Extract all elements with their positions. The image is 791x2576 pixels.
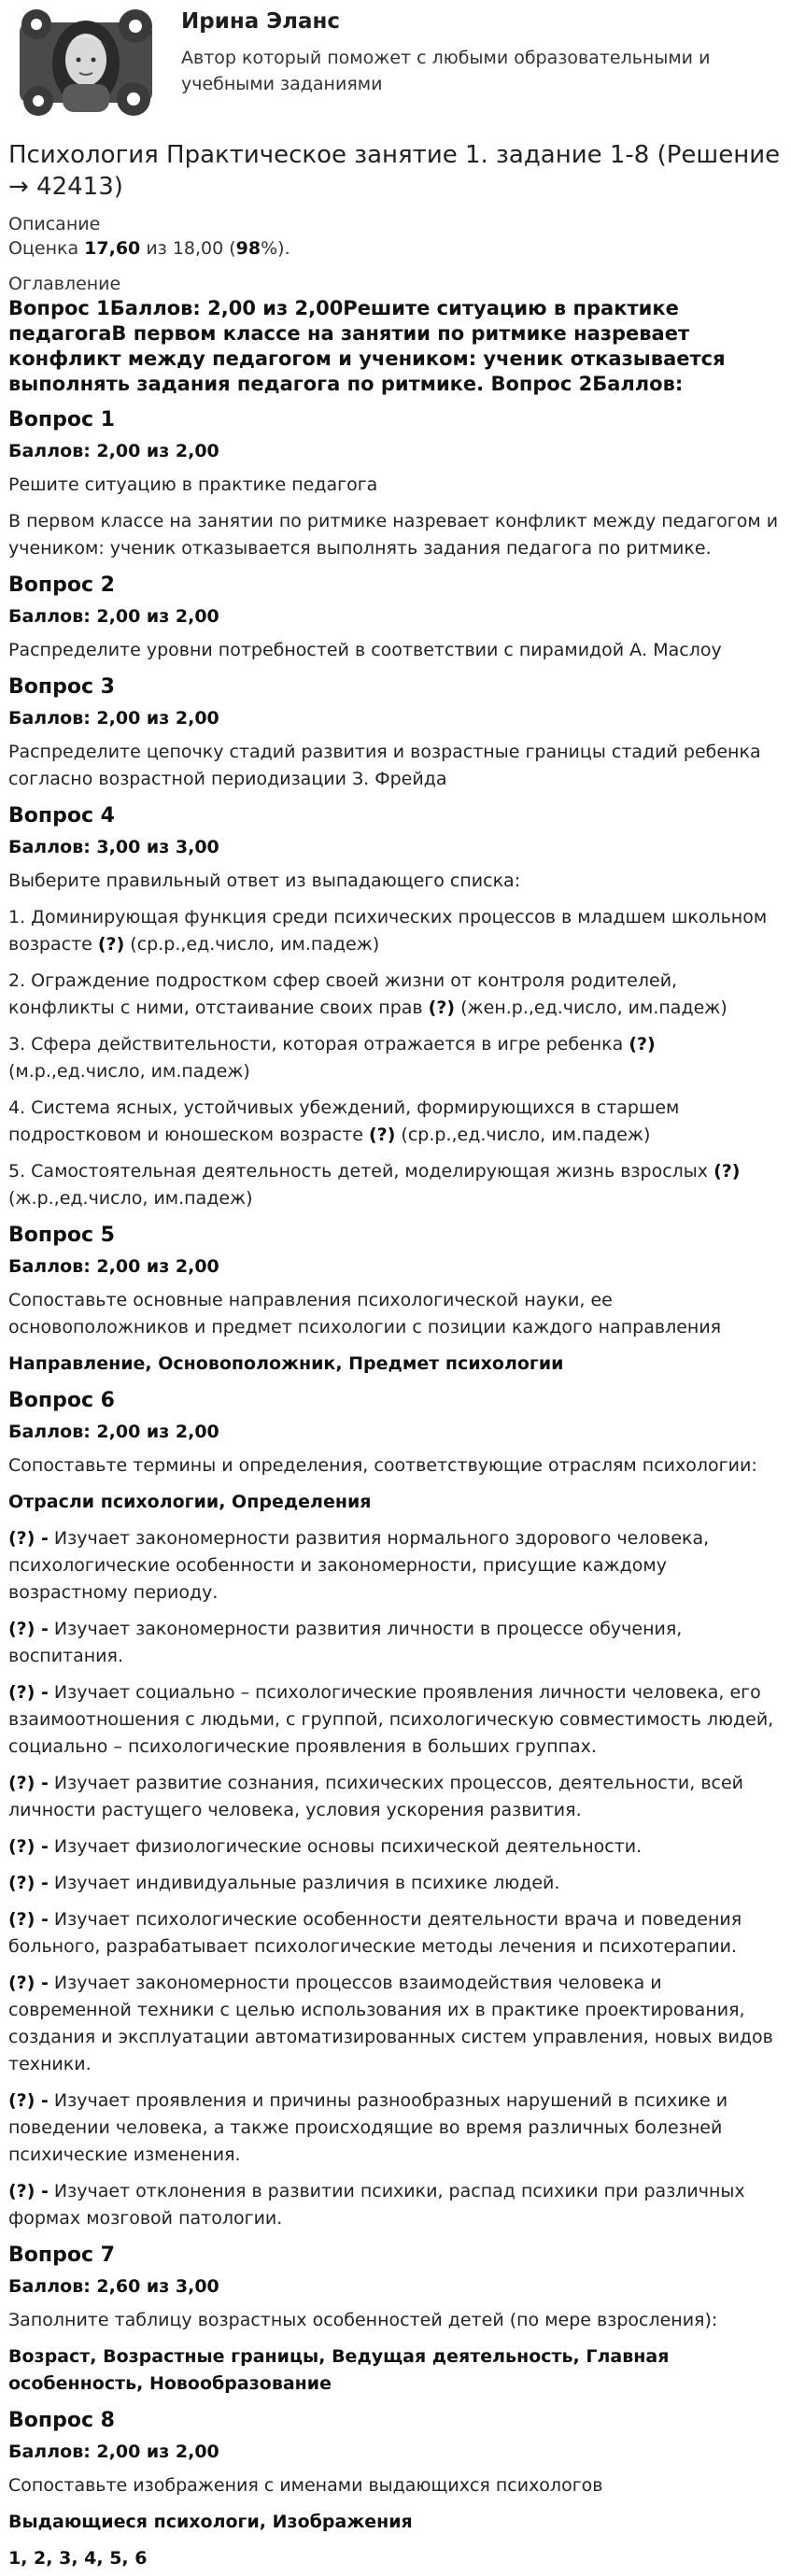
list-item: 4. Система ясных, устойчивых убеждений, формирующихся в старшем подростковом и юношеском возрасте (?) (ср.р.,ед.число, им.падеж) bbox=[8, 1097, 680, 1145]
answer-placeholder: (?) - bbox=[8, 1973, 49, 1993]
answer-placeholder: (?) bbox=[97, 934, 125, 955]
rating-percent: 98 bbox=[235, 238, 261, 259]
question-title: Вопрос 2 bbox=[8, 573, 115, 597]
question-text: Сопоставьте изображения с именами выдающихся психологов bbox=[8, 2475, 603, 2496]
question-score: Баллов: 2,00 из 2,00 bbox=[8, 606, 219, 627]
answer-placeholder: (?) - bbox=[8, 1909, 49, 1930]
question-7 bbox=[8, 2242, 783, 2398]
list-item: 1. Доминирующая функция среди психических процессов в младшем школьном возрасте (?) (ср.р.,ед.число, им.падеж) bbox=[8, 907, 768, 955]
list-item: 5. Самостоятельная деятельность детей, моделирующая жизнь взрослых (?) (ж.р.,ед.число, им.падеж) bbox=[8, 1161, 741, 1209]
document-title: Психология Практическое занятие 1. задание 1-8 (Решение → 42413) bbox=[8, 141, 781, 201]
list-item: (?) - Изучает развитие сознания, психических процессов, деятельности, всей личности растущего человека, условия ускорения развития. bbox=[8, 1773, 743, 1820]
toc-label: Оглавление bbox=[8, 274, 121, 294]
list-item: (?) - Изучает физиологические основы психической деятельности. bbox=[8, 1836, 643, 1857]
list-item: (?) - Изучает проявления и причины разнообразных нарушений в психике и поведении человека, а также происходящие во время различных болезней психические изменения. bbox=[8, 2090, 728, 2165]
rating-suffix: %). bbox=[261, 238, 290, 259]
question-score: Баллов: 3,00 из 3,00 bbox=[8, 837, 219, 857]
question-text: Заполните таблицу возрастных особенностей детей (по мере взросления): bbox=[8, 2310, 718, 2330]
question-title: Вопрос 8 bbox=[8, 2409, 115, 2432]
list-item: 2. Ограждение подростком сфер своей жизни от контроля родителей, конфликты с ними, отстаивание своих прав (?) (жен.р.,ед.число, им.падеж) bbox=[8, 970, 727, 1018]
rating-score: 17,60 bbox=[84, 238, 141, 259]
answer-placeholder: (?) bbox=[428, 998, 456, 1018]
question-score: Баллов: 2,60 из 3,00 bbox=[8, 2276, 219, 2297]
question-title: Вопрос 5 bbox=[8, 1224, 115, 1247]
answer-placeholder: (?) bbox=[368, 1125, 396, 1145]
answer-placeholder: (?) - bbox=[8, 2181, 49, 2201]
question-title: Вопрос 4 bbox=[8, 804, 115, 828]
question-text: Распределите цепочку стадий развития и возрастные границы стадий ребенка согласно возрастной периодизации З. Фрейда bbox=[8, 742, 761, 789]
table-header: Возраст, Возрастные границы, Ведущая деятельность, Главная особенность, Новообразование bbox=[8, 2346, 670, 2394]
author-card bbox=[8, 0, 783, 135]
question-2 bbox=[8, 572, 783, 664]
question-score: Баллов: 2,00 из 2,00 bbox=[8, 708, 219, 729]
question-title: Вопрос 1 bbox=[8, 408, 115, 432]
question-4 bbox=[8, 802, 783, 1212]
list-item: (?) - Изучает индивидуальные различия в психике людей. bbox=[8, 1873, 560, 1893]
toc-text: Вопрос 1Баллов: 2,00 из 2,00Решите ситуацию в практике педагогаВ первом классе на занятии по ритмике назревает конфликт между педагогом и учеником: ученик отказывается выполнять задания педагога по ритмике. Вопрос 2Баллов: bbox=[8, 297, 726, 395]
table-header: Отрасли психологии, Определения bbox=[8, 1492, 372, 1512]
question-3 bbox=[8, 673, 783, 793]
question-8 bbox=[8, 2407, 783, 2572]
list-item: (?) - Изучает психологические особенности деятельности врача и поведения больного, разрабатывает психологические методы лечения и психотерапии. bbox=[8, 1909, 742, 1957]
question-text: Решите ситуацию в практике педагога bbox=[8, 474, 378, 495]
question-text: В первом классе на занятии по ритмике назревает конфликт между педагогом и учеником: ученик отказывается выполнять задания педагога по ритмике. bbox=[8, 511, 779, 559]
question-text: Выберите правильный ответ из выпадающего списка: bbox=[8, 870, 521, 891]
answer-placeholder: (?) - bbox=[8, 1773, 49, 1793]
answer-placeholder: (?) - bbox=[8, 1619, 49, 1639]
list-item: (?) - Изучает закономерности развития личности в процессе обучения, воспитания. bbox=[8, 1619, 683, 1666]
rating-sep: из 18,00 ( bbox=[146, 238, 236, 259]
table-header: Выдающиеся психологи, Изображения bbox=[8, 2512, 413, 2532]
description-label: Описание bbox=[8, 214, 101, 234]
author-avatar[interactable] bbox=[18, 6, 154, 120]
question-1 bbox=[8, 406, 783, 562]
question-5 bbox=[8, 1222, 783, 1378]
answer-placeholder: (?) bbox=[629, 1034, 656, 1054]
answer-placeholder: (?) - bbox=[8, 1528, 49, 1549]
rating-line bbox=[8, 236, 783, 261]
author-description: Автор который поможет с любыми образовательными и учебными заданиями bbox=[181, 48, 711, 94]
question-6 bbox=[8, 1387, 783, 2232]
question-text: Сопоставьте основные направления психологической науки, ее основоположников и предмет психологии с позиции каждого направления bbox=[8, 1290, 722, 1338]
list-item: (?) - Изучает социально – психологические проявления личности человека, его взаимоотношения с людьми, с группой, психологическую совместимость людей, социально – психологические проявления в больших группах. bbox=[8, 1682, 774, 1757]
answer-placeholder: (?) - bbox=[8, 1836, 49, 1857]
list-item: 3. Сфера действительности, которая отражается в игре ребенка (?) (м.р.,ед.число, им.падеж) bbox=[8, 1034, 656, 1082]
answer-placeholder: (?) bbox=[713, 1161, 741, 1182]
question-score: Баллов: 2,00 из 2,00 bbox=[8, 2442, 219, 2462]
question-text: Распределите уровни потребностей в соответствии с пирамидой А. Маслоу bbox=[8, 640, 722, 660]
answer-placeholder: (?) - bbox=[8, 2090, 49, 2111]
question-score: Баллов: 2,00 из 2,00 bbox=[8, 441, 219, 461]
question-title: Вопрос 7 bbox=[8, 2243, 115, 2267]
answer-placeholder: (?) - bbox=[8, 1682, 49, 1703]
answer-placeholder: (?) - bbox=[8, 1873, 49, 1893]
list-item: (?) - Изучает закономерности развития нормального здорового человека, психологические особенности и закономерности, присущие каждому возрастному периоду. bbox=[8, 1528, 710, 1603]
list-item: (?) - Изучает отклонения в развитии психики, распад психики при различных формах мозговой патологии. bbox=[8, 2181, 745, 2229]
list-item: (?) - Изучает закономерности процессов взаимодействия человека и современной техники с целью использования их в практике проектирования, создания и эксплуатации автоматизированных систем управления, новых видов техники. bbox=[8, 1973, 773, 2074]
question-title: Вопрос 6 bbox=[8, 1389, 115, 1412]
question-title: Вопрос 3 bbox=[8, 675, 115, 699]
table-header: Направление, Основоположник, Предмет психологии bbox=[8, 1353, 564, 1374]
question-text: Сопоставьте термины и определения, соответствующие отраслям психологии: bbox=[8, 1455, 757, 1476]
image-numbers: 1, 2, 3, 4, 5, 6 bbox=[8, 2548, 148, 2569]
author-name[interactable]: Ирина Эланс bbox=[181, 9, 341, 34]
question-score: Баллов: 2,00 из 2,00 bbox=[8, 1422, 219, 1442]
rating-prefix: Оценка bbox=[8, 238, 79, 259]
question-score: Баллов: 2,00 из 2,00 bbox=[8, 1256, 219, 1277]
